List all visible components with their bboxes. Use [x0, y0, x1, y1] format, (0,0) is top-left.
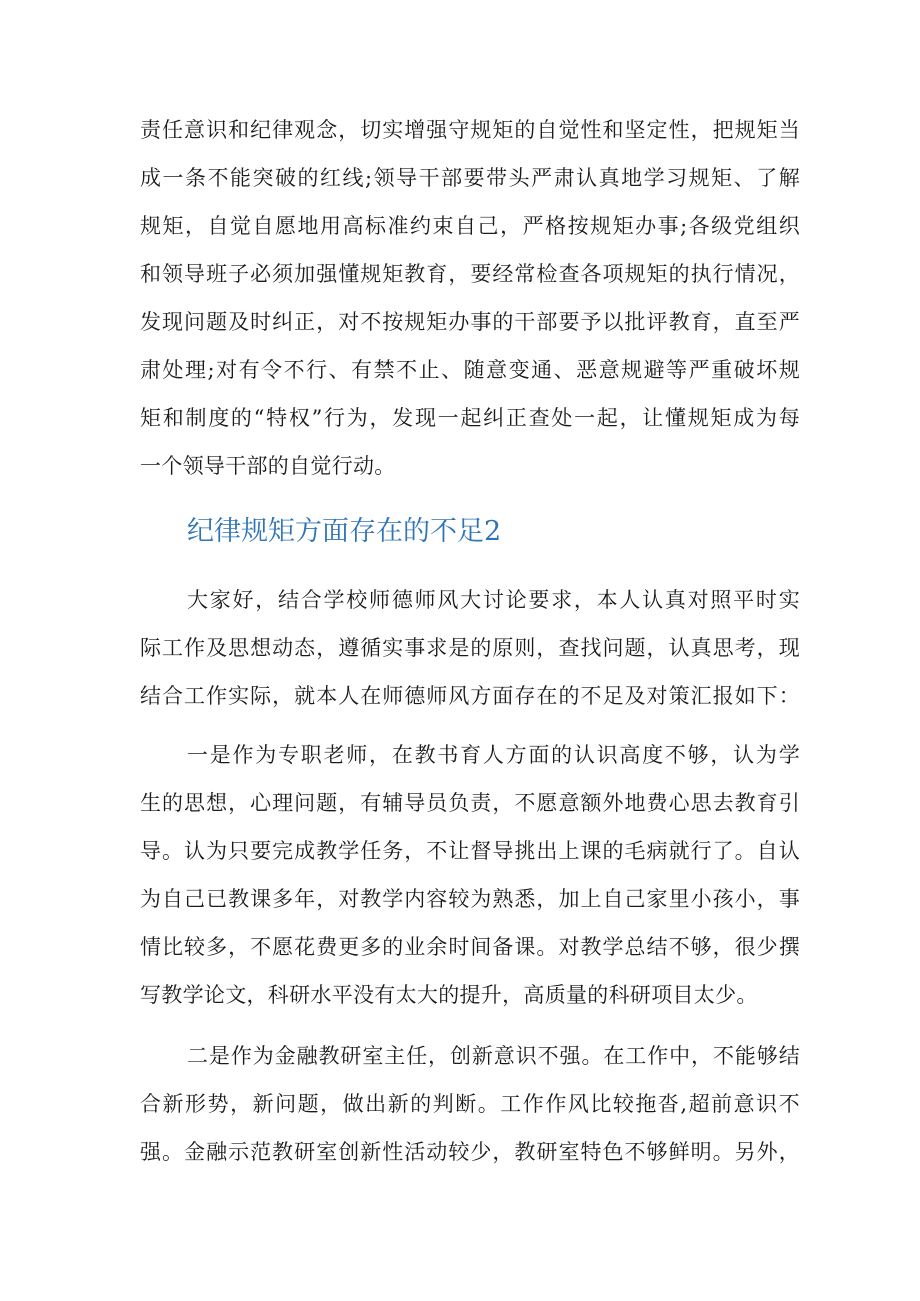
text-line: 情比较多，不愿花费更多的业余时间备课。对教学总结不够，很少撰	[140, 935, 800, 959]
text-line: 结合工作实际，就本人在师德师风方面存在的不足及对策汇报如下：	[140, 684, 800, 708]
section-heading: 纪律规矩方面存在的不足2	[187, 516, 502, 547]
text-line: 和领导班子必须加强懂规矩教育，要经常检查各项规矩的执行情况，	[140, 262, 800, 286]
text-line: 合新形势，新问题，做出新的判断。工作作风比较拖沓,超前意识不	[140, 1092, 800, 1116]
text-line: 导。认为只要完成教学任务，不让督导挑出上课的毛病就行了。自认	[140, 839, 800, 863]
paragraph-intro	[140, 576, 800, 720]
paragraph-point-two	[140, 1032, 800, 1176]
text-line: 发现问题及时纠正，对不按规矩办事的干部要予以批评教育，直至严	[140, 310, 800, 334]
text-line: 成一条不能突破的红线;领导干部要带头严肃认真地学习规矩、了解	[140, 166, 800, 190]
text-line: 一是作为专职老师，在教书育人方面的认识高度不够，认为学	[187, 743, 800, 767]
text-line: 二是作为金融教研室主任，创新意识不强。在工作中，不能够结	[187, 1044, 800, 1068]
text-line: 大家好，结合学校师德师风大讨论要求，本人认真对照平时实	[187, 588, 800, 612]
text-line: 际工作及思想动态，遵循实事求是的原则，查找问题，认真思考，现	[140, 636, 800, 660]
text-line: 矩和制度的“特权”行为，发现一起纠正查处一起，让懂规矩成为每	[140, 406, 800, 430]
text-line: 写教学论文，科研水平没有太大的提升，高质量的科研项目太少。	[140, 983, 758, 1007]
intro-paragraph	[140, 106, 800, 490]
text-line: 一个领导干部的自觉行动。	[140, 454, 396, 478]
text-line: 责任意识和纪律观念，切实增强守规矩的自觉性和坚定性，把规矩当	[140, 118, 800, 142]
text-line: 强。金融示范教研室创新性活动较少，教研室特色不够鲜明。另外，	[140, 1140, 800, 1164]
paragraph-point-one	[140, 731, 800, 1019]
text-line: 生的思想，心理问题，有辅导员负责，不愿意额外地费心思去教育引	[140, 791, 800, 815]
text-line: 为自己已教课多年，对教学内容较为熟悉，加上自己家里小孩小，事	[140, 887, 800, 911]
text-line: 肃处理;对有令不行、有禁不止、随意变通、恶意规避等严重破坏规	[140, 358, 800, 382]
text-line: 规矩，自觉自愿地用高标准约束自己，严格按规矩办事;各级党组织	[140, 214, 800, 238]
